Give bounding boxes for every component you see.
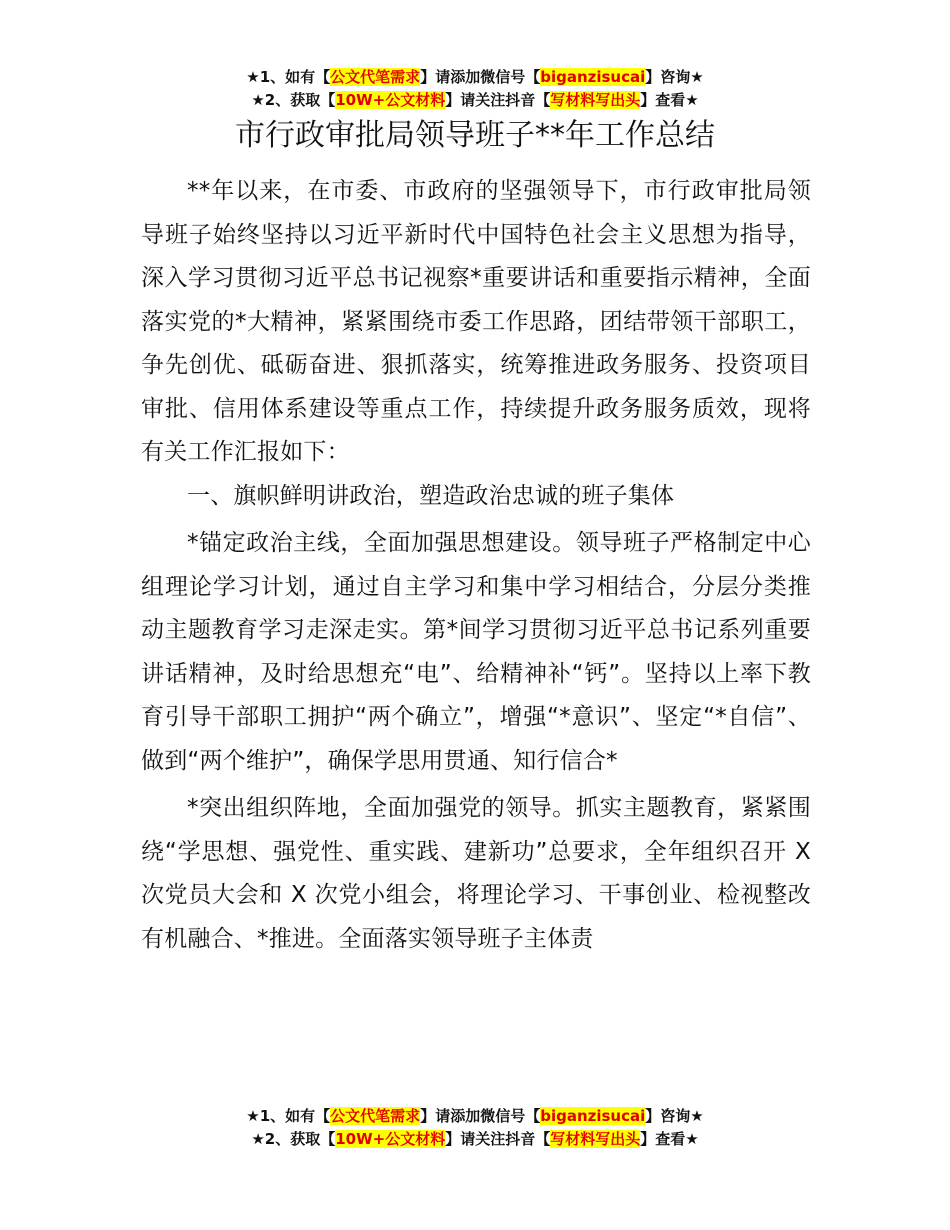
banner-text: 】请添加微信号【: [420, 68, 541, 86]
banner-text: 】请关注抖音【: [445, 1130, 551, 1148]
banner-text: 】咨询★: [645, 1107, 704, 1125]
banner-text: 】咨询★: [645, 68, 704, 86]
banner-highlight: biganzisucai: [540, 68, 646, 86]
banner-highlight: 10W+公文材料: [335, 1130, 446, 1148]
banner-text: ★2、获取【: [251, 1130, 336, 1148]
banner-highlight: biganzisucai: [540, 1107, 646, 1125]
banner-text: 】查看★: [640, 1130, 699, 1148]
banner-text: 】请添加微信号【: [420, 1107, 541, 1125]
banner-highlight: 公文代笔需求: [330, 68, 421, 86]
body-paragraph: *突出组织阵地，全面加强党的领导。抓实主题教育，紧紧围绕“学思想、强党性、重实践、建新功”总要求，全年组织召开 X 次党员大会和 X 次党小组会，将理论学习、干事创业、检视整改有机融合、*推进。全面落实领导班子主体责: [141, 795, 811, 952]
banner-highlight: 写材料写出头: [550, 1130, 641, 1148]
footer-banner: [0, 1105, 950, 1151]
header-banner: [0, 66, 950, 112]
intro-paragraph: **年以来，在市委、市政府的坚强领导下，市行政审批局领导班子始终坚持以习近平新时代中国特色社会主义思想为指导，深入学习贯彻习近平总书记视察*重要讲话和重要指示精神，全面落实党的*大精神，紧紧围绕市委工作思路，团结带领干部职工，争先创优、砥砺奋进、狠抓落实，统筹推进政务服务、投资项目审批、信用体系建设等重点工作，持续提升政务服务质效，现将有关工作汇报如下：: [141, 178, 811, 465]
section-heading: 一、旗帜鲜明讲政治，塑造政治忠诚的班子集体: [187, 482, 675, 509]
banner-text: ★1、如有【: [246, 68, 331, 86]
banner-highlight: 公文代笔需求: [330, 1107, 421, 1125]
body-paragraph: *锚定政治主线，全面加强思想建设。领导班子严格制定中心组理论学习计划，通过自主学习和集中学习相结合，分层分类推动主题教育学习走深走实。第*间学习贯彻习近平总书记系列重要讲话精神，及时给思想充“电”、给精神补“钙”。坚持以上率下教育引导干部职工拥护“两个确立”，增强“*意识”、坚定“*自信”、做到“两个维护”，确保学思用贯通、知行信合*: [141, 530, 811, 774]
banner-highlight: 10W+公文材料: [335, 91, 446, 109]
banner-line-1: [0, 66, 950, 89]
document-body: [141, 170, 811, 961]
banner-text: ★2、获取【: [251, 91, 336, 109]
banner-highlight: 写材料写出头: [550, 91, 641, 109]
banner-line-2: [0, 1128, 950, 1151]
banner-text: ★1、如有【: [246, 1107, 331, 1125]
banner-line-2: [0, 89, 950, 112]
banner-text: 】查看★: [640, 91, 699, 109]
banner-text: 】请关注抖音【: [445, 91, 551, 109]
banner-line-1: [0, 1105, 950, 1128]
document-title: 市行政审批局领导班子**年工作总结: [235, 118, 715, 153]
